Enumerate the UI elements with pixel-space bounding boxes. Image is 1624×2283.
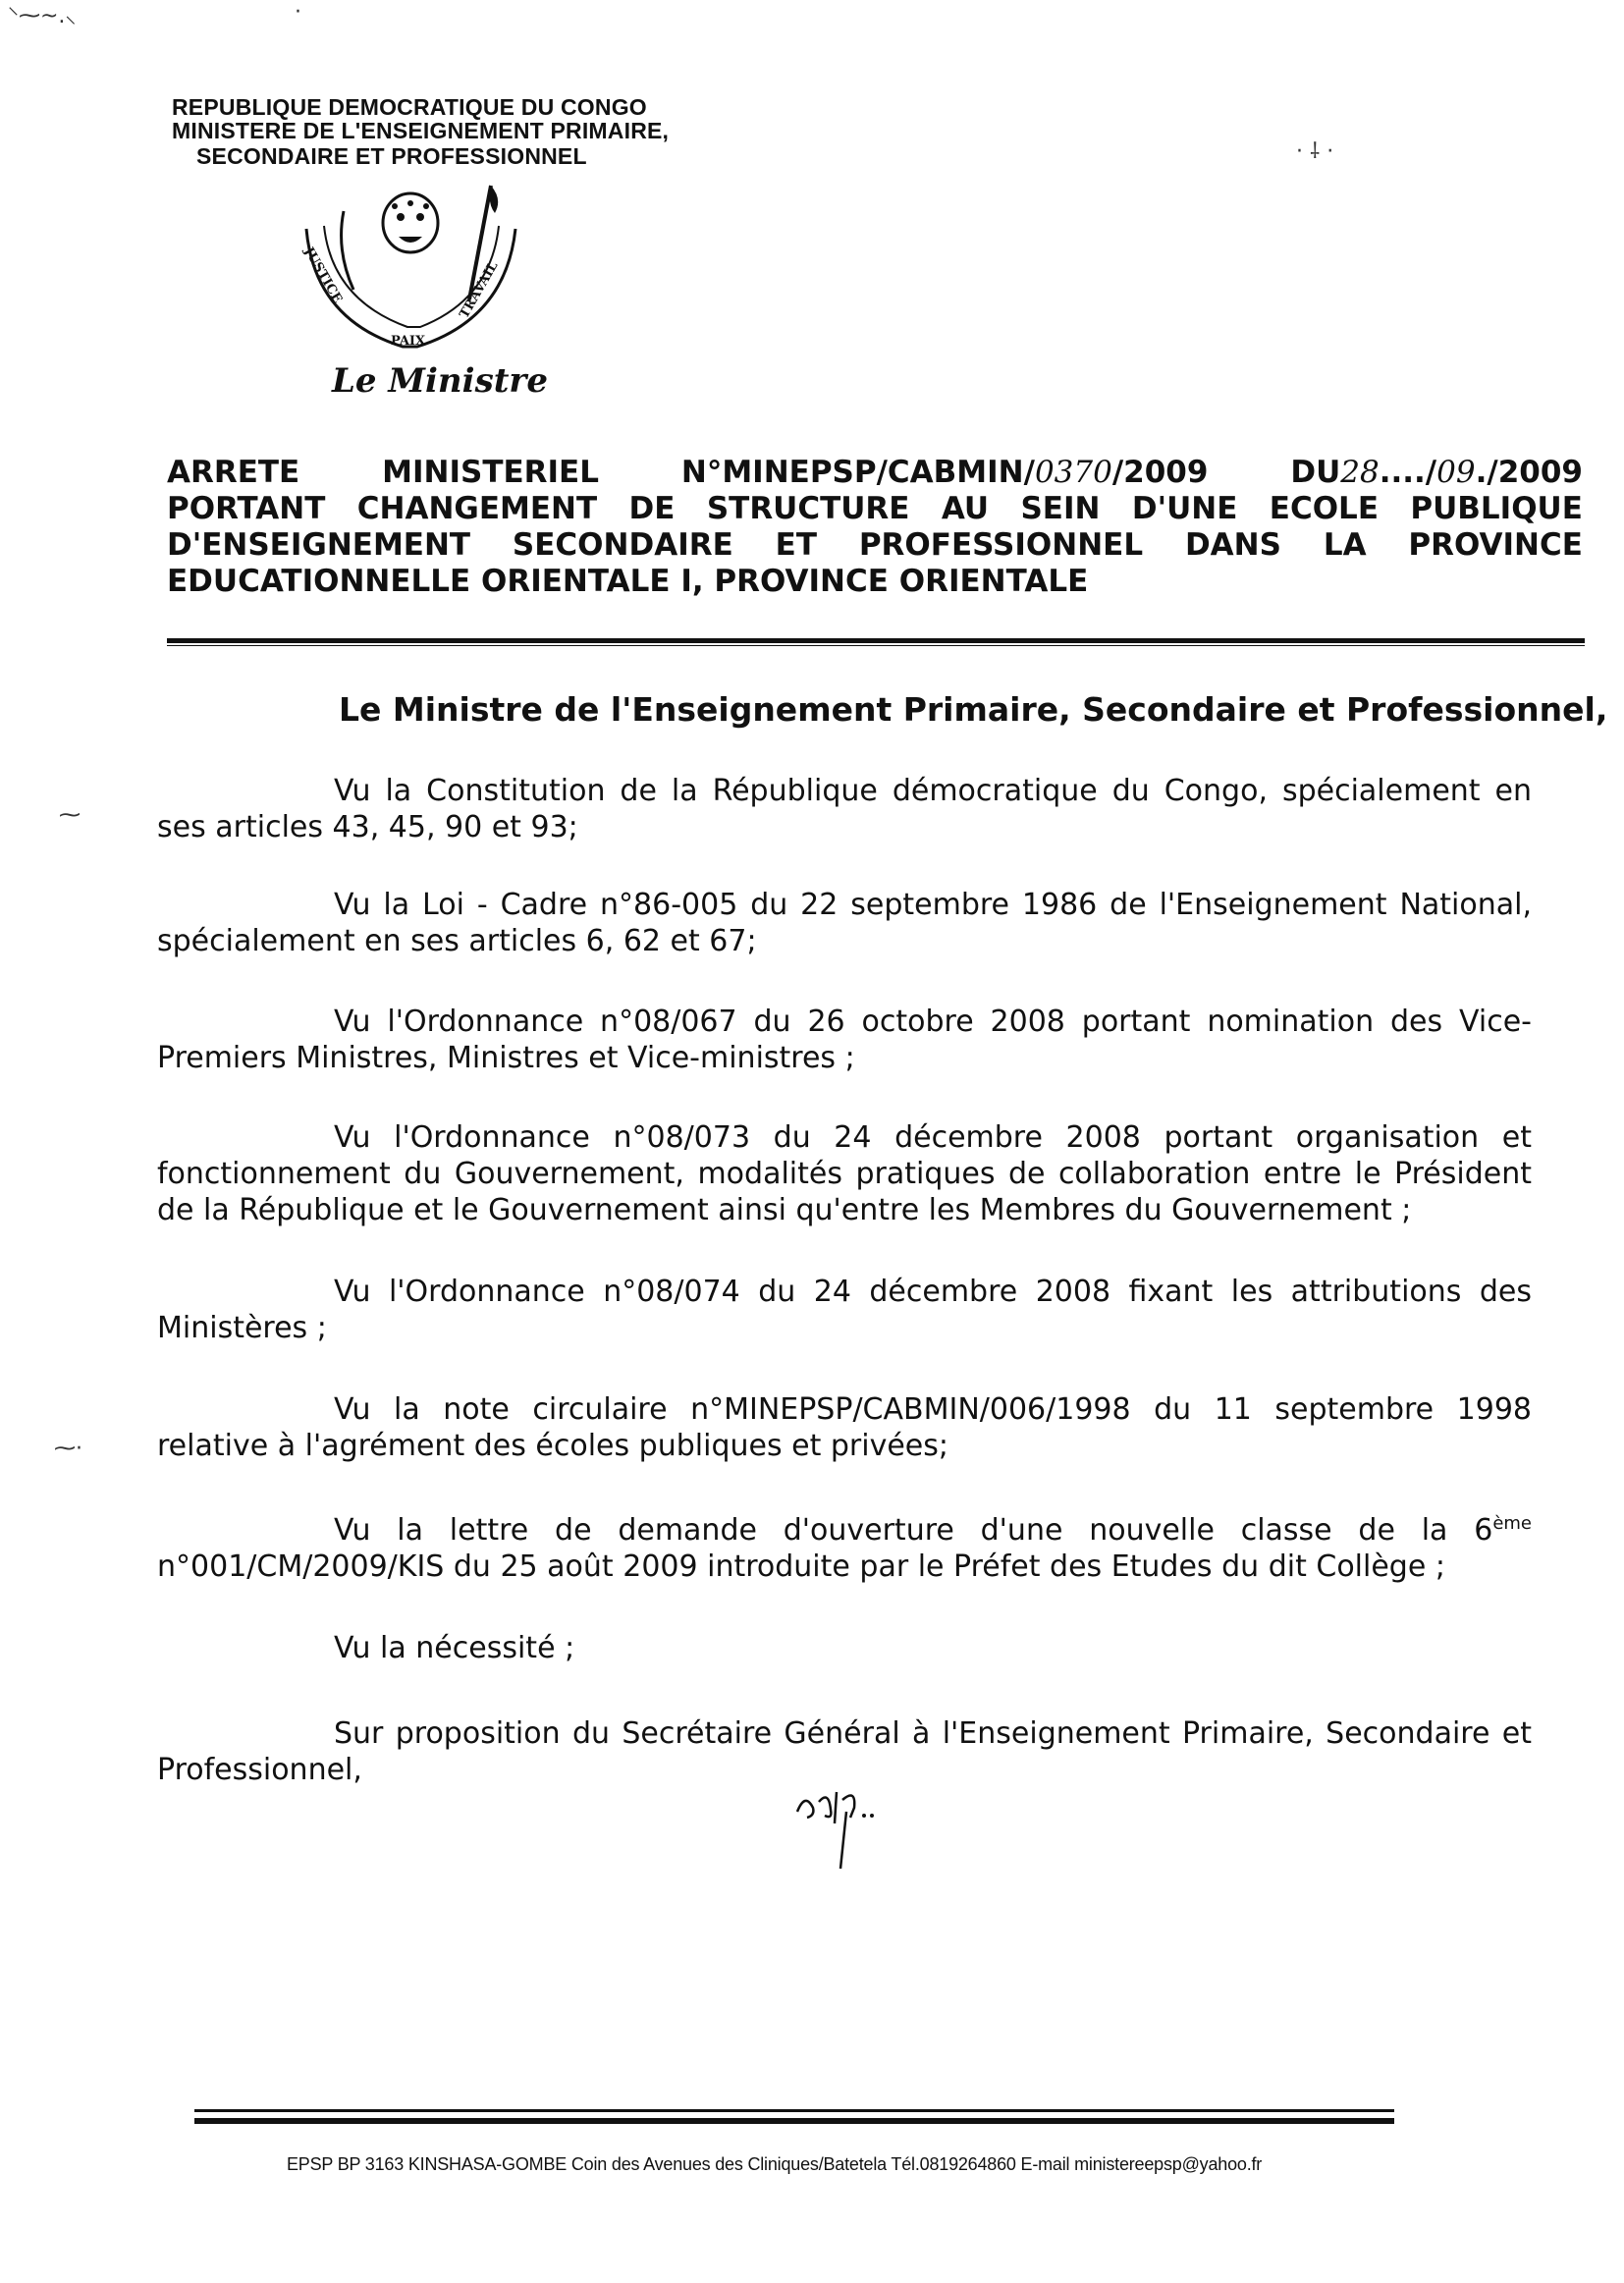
title-word: D'UNE [1131, 491, 1238, 526]
citation-paragraph: Vu l'Ordonnance n°08/074 du 24 décembre 2008 fixant les attributions des Ministères ; [157, 1275, 1532, 1345]
scan-mark: ⁓· [54, 1437, 82, 1461]
citation-paragraph: Vu l'Ordonnance n°08/067 du 26 octobre 2008 portant nomination des Vice-Premiers Ministres, Ministres et Vice-ministres ; [157, 1005, 1532, 1075]
proposal-paragraph: Sur proposition du Secrétaire Général à l'Enseignement Primaire, Secondaire et Professionnel, [157, 1716, 1532, 1787]
title-word: MINISTERIEL [382, 455, 599, 490]
title-word: ECOLE [1269, 491, 1379, 526]
citation-paragraph: Vu l'Ordonnance n°08/073 du 24 décembre 2008 portant organisation et fonctionnement du Gouvernement, modalités pratiques de collaboration entre le Président de la République et le Gouvernement ainsi qu'entre les Membres du Gouvernement ; [157, 1120, 1532, 1227]
header-ministry-cont: SECONDAIRE ET PROFESSIONNEL [196, 143, 587, 169]
scan-mark: · [295, 0, 301, 25]
scan-mark: ⸌⁓~.⸜ [8, 4, 77, 28]
superscript: ème [1492, 1513, 1532, 1534]
title-word: PROFESSIONNEL [858, 527, 1144, 563]
citation-paragraph: Vu la lettre de demande d'ouverture d'une nouvelle classe de la 6ème n°001/CM/2009/KIS du 25 août 2009 introduite par le Préfet des Etudes du dit Collège ; [157, 1513, 1532, 1584]
footer-divider-thin [194, 2109, 1394, 2112]
handwritten-number: 0370 [1034, 455, 1112, 490]
title-word: STRUCTURE [706, 491, 910, 526]
title-word: DANS [1184, 527, 1281, 563]
emblem-motto-paix: PAIX [391, 334, 426, 349]
title-line-1 [167, 455, 1583, 491]
header-country: REPUBLIQUE DEMOCRATIQUE DU CONGO [172, 94, 647, 120]
title-word: D'ENSEIGNEMENT [167, 527, 471, 563]
handwritten-initials [785, 1782, 893, 1871]
signatory-title: Le Ministre [332, 361, 548, 401]
scan-mark: · ⸸ · [1296, 139, 1334, 164]
title-word: SECONDAIRE [512, 527, 733, 563]
title-word: CHANGEMENT [356, 491, 598, 526]
handwritten-day: 28 [1340, 455, 1380, 490]
title-word: PUBLIQUE [1410, 491, 1583, 526]
handwritten-month: 09 [1436, 455, 1476, 490]
title-word: DE [628, 491, 676, 526]
title-word: PORTANT [167, 491, 326, 526]
title-word: SEIN [1020, 491, 1101, 526]
header-ministry: MINISTERE DE L'ENSEIGNEMENT PRIMAIRE, [172, 118, 670, 143]
emblem-motto-travail: TRAVAIL [457, 259, 502, 321]
citation-paragraph: Vu la Loi - Cadre n°86-005 du 22 septembre 1986 de l'Enseignement National, spécialement en ses articles 6, 62 et 67; [157, 888, 1532, 958]
scan-mark: ⁓ [59, 803, 81, 828]
title-word: AU [941, 491, 990, 526]
title-divider [167, 638, 1585, 646]
footer-contact: EPSP BP 3163 KINSHASA-GOMBE Coin des Avenues des Cliniques/Batetela Tél.0819264860 E-mail ministereepsp@yahoo.fr [287, 2154, 1263, 2174]
citation-paragraph: Vu la note circulaire n°MINEPSP/CABMIN/006/1998 du 11 septembre 1998 relative à l'agrément des écoles publiques et privées; [157, 1392, 1532, 1463]
necessity-line: Vu la nécessité ; [334, 1631, 575, 1665]
title-word: LA [1323, 527, 1367, 563]
decree-reference: N°MINEPSP/CABMIN/0370/2009 [680, 455, 1209, 490]
decree-title [167, 455, 1583, 600]
coat-of-arms-emblem [285, 182, 540, 353]
minister-heading: Le Ministre de l'Enseignement Primaire, Secondaire et Professionnel, [339, 690, 1608, 729]
decree-date: DU28..../09./2009 [1290, 455, 1583, 490]
title-word: ARRETE [167, 455, 300, 490]
title-line-4: EDUCATIONNELLE ORIENTALE I, PROVINCE ORIENTALE [167, 564, 1089, 599]
footer-divider-thick [194, 2118, 1394, 2124]
title-word: ET [775, 527, 817, 563]
title-line-2 [167, 491, 1583, 527]
emblem-motto-justice: JUSTICE [300, 245, 345, 306]
title-word: PROVINCE [1408, 527, 1583, 563]
title-line-3 [167, 527, 1583, 564]
citation-paragraph: Vu la Constitution de la République démocratique du Congo, spécialement en ses articles 43, 45, 90 et 93; [157, 774, 1532, 844]
